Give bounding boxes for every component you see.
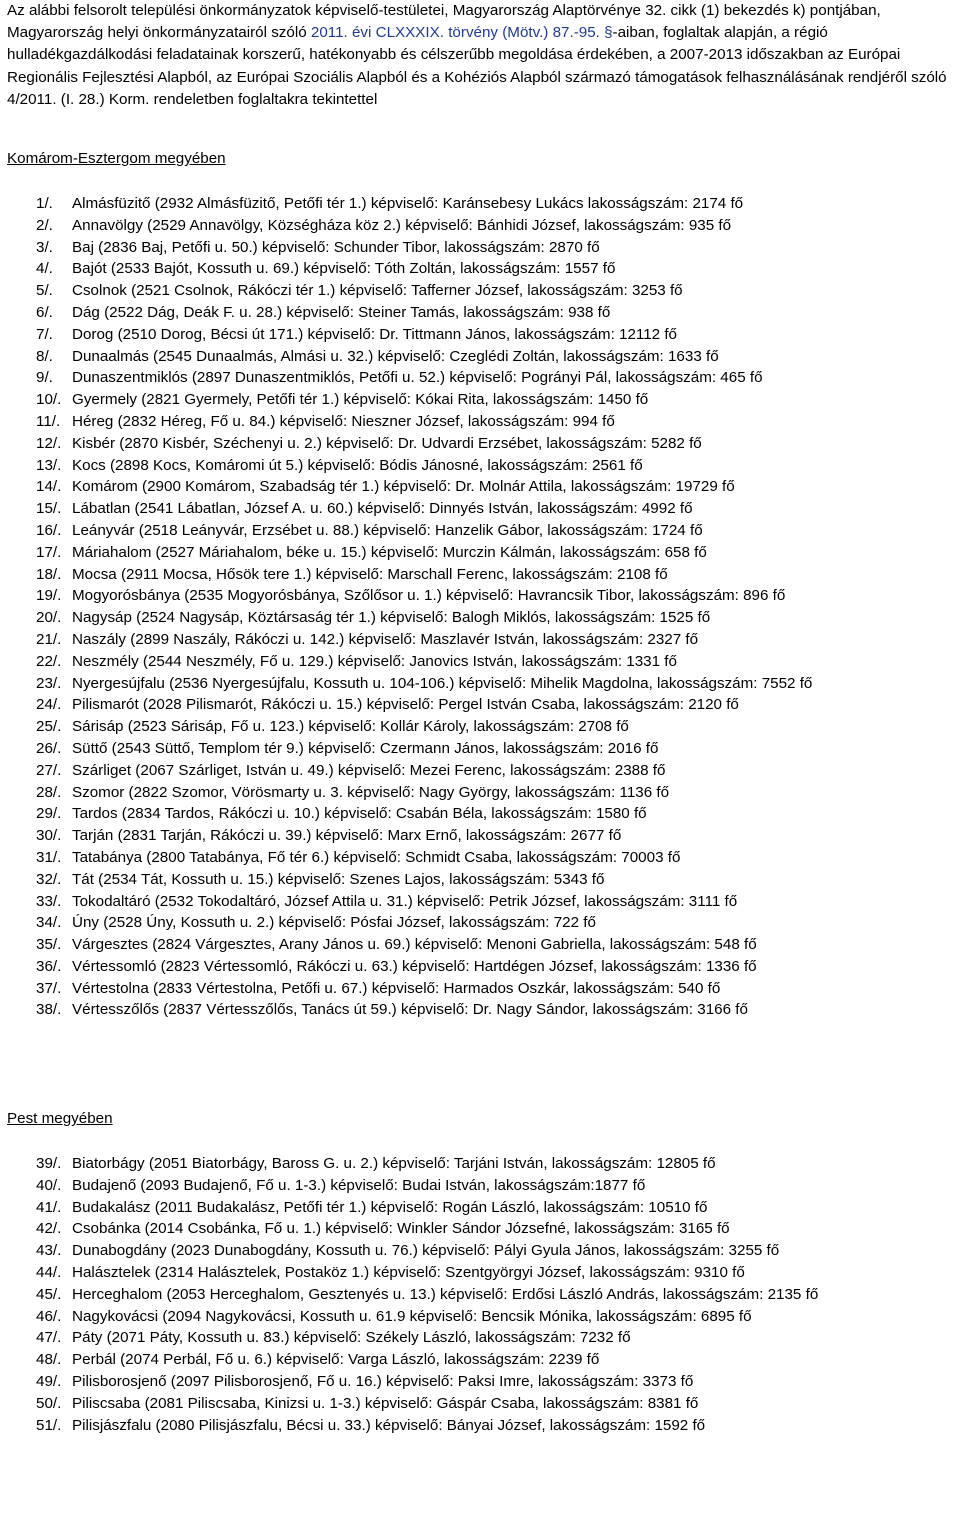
item-number: 49/. <box>36 1372 62 1390</box>
item-number: 44/. <box>36 1263 62 1281</box>
list-item <box>36 1415 956 1437</box>
item-number: 51/. <box>36 1416 62 1434</box>
item-text: Budakalász (2011 Budakalász, Petőfi tér 1.) képviselő: Rogán László, lakosságszám: 10510 fő <box>72 1198 708 1216</box>
list-item <box>36 934 956 956</box>
item-text: Neszmély (2544 Neszmély, Fő u. 129.) képviselő: Janovics István, lakosságszám: 1331 fő <box>72 652 677 670</box>
section-heading-pest: Pest megyében <box>7 1110 113 1127</box>
item-number: 25/. <box>36 718 62 736</box>
list-item <box>36 280 956 302</box>
item-number: 38/. <box>36 1001 62 1019</box>
list-item <box>36 999 956 1021</box>
intro-paragraph <box>7 0 957 111</box>
item-number: 4/. <box>36 260 53 278</box>
item-text: Dunabogdány (2023 Dunabogdány, Kossuth u. 76.) képviselő: Pályi Gyula János, lakosságszám: 3255 fő <box>72 1242 780 1260</box>
municipality-list-pest <box>36 1153 956 1436</box>
list-item <box>36 825 956 847</box>
list-item <box>36 193 956 215</box>
item-number: 6/. <box>36 303 53 321</box>
item-text: Pilisborosjenő (2097 Pilisborosjenő, Fő u. 16.) képviselő: Paksi Imre, lakosságszám: 3373 fő <box>72 1372 694 1390</box>
item-number: 27/. <box>36 761 62 779</box>
item-number: 31/. <box>36 848 62 866</box>
item-text: Naszály (2899 Naszály, Rákóczi u. 142.) képviselő: Maszlavér István, lakosságszám: 2327 fő <box>72 630 699 648</box>
list-item <box>36 673 956 695</box>
item-number: 1/. <box>36 195 53 212</box>
list-item <box>36 1349 956 1371</box>
item-text: Halásztelek (2314 Halásztelek, Postaköz 1.) képviselő: Szentgyörgyi József, lakosságszám: 9310 fő <box>72 1263 745 1281</box>
list-item <box>36 411 956 433</box>
item-text: Nagykovácsi (2094 Nagykovácsi, Kossuth u. 61.9 képviselő: Bencsik Mónika, lakosságszám: 6895 fő <box>72 1307 752 1325</box>
item-number: 18/. <box>36 565 62 583</box>
item-text: Tatabánya (2800 Tatabánya, Fő tér 6.) képviselő: Schmidt Csaba, lakosságszám: 70003 fő <box>72 848 681 866</box>
municipality-list-komarom <box>36 193 956 1021</box>
list-item <box>36 1393 956 1415</box>
item-number: 22/. <box>36 652 62 670</box>
list-item <box>36 651 956 673</box>
item-number: 26/. <box>36 739 62 757</box>
item-number: 24/. <box>36 696 62 714</box>
item-text: Bajót (2533 Bajót, Kossuth u. 69.) képviselő: Tóth Zoltán, lakosságszám: 1557 fő <box>72 260 616 278</box>
item-text: Budajenő (2093 Budajenő, Fő u. 1-3.) képviselő: Budai István, lakosságszám:1877 fő <box>72 1176 646 1194</box>
item-text: Perbál (2074 Perbál, Fő u. 6.) képviselő: Varga László, lakosságszám: 2239 fő <box>72 1351 600 1369</box>
item-number: 19/. <box>36 587 62 605</box>
item-text: Nagysáp (2524 Nagysáp, Köztársaság tér 1.) képviselő: Balogh Miklós, lakosságszám: 1525 fő <box>72 609 711 627</box>
item-text: Dág (2522 Dág, Deák F. u. 28.) képviselő: Steiner Tamás, lakosságszám: 938 fő <box>72 303 611 321</box>
item-number: 13/. <box>36 456 62 474</box>
item-number: 11/. <box>36 412 61 430</box>
item-number: 20/. <box>36 609 62 627</box>
item-text: Kisbér (2870 Kisbér, Széchenyi u. 2.) képviselő: Dr. Udvardi Erzsébet, lakosságszám: 5282 fő <box>72 434 702 452</box>
list-item <box>36 302 956 324</box>
list-item <box>36 324 956 346</box>
item-number: 36/. <box>36 957 62 975</box>
item-number: 9/. <box>36 369 53 387</box>
item-text: Tokodaltáró (2532 Tokodaltáró, József Attila u. 31.) képviselő: Petrik József, lakosságszám: 3111 fő <box>72 892 738 910</box>
list-item <box>36 869 956 891</box>
item-text: Vértestolna (2833 Vértestolna, Petőfi u. 67.) képviselő: Harmados Oszkár, lakosságszám: 540 fő <box>72 979 721 997</box>
item-text: Tát (2534 Tát, Kossuth u. 15.) képviselő: Szenes Lajos, lakosságszám: 5343 fő <box>72 870 605 888</box>
item-number: 39/. <box>36 1155 62 1172</box>
item-number: 7/. <box>36 325 53 343</box>
list-item <box>36 847 956 869</box>
list-item <box>36 346 956 368</box>
item-text: Dunaszentmiklós (2897 Dunaszentmiklós, Petőfi u. 52.) képviselő: Pogrányi Pál, lakosságszám: 465 fő <box>72 369 763 387</box>
item-text: Annavölgy (2529 Annavölgy, Községháza köz 2.) képviselő: Bánhidi József, lakosságszám: 935 fő <box>72 216 732 234</box>
item-text: Lábatlan (2541 Lábatlan, József A. u. 60.) képviselő: Dinnyés István, lakosságszám: 4992 fő <box>72 500 693 518</box>
item-text: Szomor (2822 Szomor, Vörösmarty u. 3. képviselő: Nagy György, lakosságszám: 1136 fő <box>72 783 670 801</box>
item-text: Tardos (2834 Tardos, Rákóczi u. 10.) képviselő: Csabán Béla, lakosságszám: 1580 fő <box>72 805 647 823</box>
item-text: Kocs (2898 Kocs, Komáromi út 5.) képviselő: Bódis Jánosné, lakosságszám: 2561 fő <box>72 456 643 474</box>
section-heading-komarom: Komárom-Esztergom megyében <box>7 150 226 167</box>
item-number: 42/. <box>36 1220 62 1238</box>
list-item <box>36 215 956 237</box>
item-number: 10/. <box>36 391 62 409</box>
item-number: 21/. <box>36 630 62 648</box>
list-item <box>36 1153 956 1175</box>
item-number: 50/. <box>36 1394 62 1412</box>
item-text: Páty (2071 Páty, Kossuth u. 83.) képviselő: Székely László, lakosságszám: 7232 fő <box>72 1329 631 1347</box>
item-text: Úny (2528 Úny, Kossuth u. 2.) képviselő: Pósfai József, lakosságszám: 722 fő <box>72 914 596 932</box>
item-text: Vértessomló (2823 Vértessomló, Rákóczi u. 63.) képviselő: Hartdégen József, lakosságszám: 1336 fő <box>72 957 757 975</box>
item-number: 30/. <box>36 827 62 845</box>
item-number: 35/. <box>36 936 62 954</box>
item-text: Dorog (2510 Dorog, Bécsi út 171.) képviselő: Dr. Tittmann János, lakosságszám: 12112 fő <box>72 325 677 343</box>
item-number: 32/. <box>36 870 62 888</box>
item-text: Baj (2836 Baj, Petőfi u. 50.) képviselő: Schunder Tibor, lakosságszám: 2870 fő <box>72 238 600 256</box>
list-item <box>36 476 956 498</box>
item-text: Almásfüzitő (2932 Almásfüzitő, Petőfi tér 1.) képviselő: Karánsebesy Lukács lakosságszám: 2174 fő <box>72 195 744 212</box>
list-item <box>36 258 956 280</box>
item-number: 23/. <box>36 674 62 692</box>
item-number: 47/. <box>36 1329 62 1347</box>
item-number: 17/. <box>36 543 62 561</box>
list-item <box>36 237 956 259</box>
item-number: 16/. <box>36 521 62 539</box>
item-text: Pilismarót (2028 Pilismarót, Rákóczi u. 15.) képviselő: Pergel István Csaba, lakosságszám: 2120 fő <box>72 696 739 714</box>
item-number: 14/. <box>36 478 62 496</box>
item-number: 48/. <box>36 1351 62 1369</box>
intro-text-end: -aiban, foglaltak alapján, a régió hulladékgazdálkodási feladatainak korszerű, hatékonyabb és célszerűbb megoldása érdekében, a 2007-2013 időszakban az Európai Regionális Fejlesztési Alapból, az Európai Szociális Alapból és a Kohéziós Alapból származó támogatások felhasználásának rendjéről szóló 4/2011. (I. 28.) Korm. rendeletben foglaltakra tekintettel <box>7 24 947 108</box>
list-item <box>36 912 956 934</box>
item-text: Csobánka (2014 Csobánka, Fő u. 1.) képviselő: Winkler Sándor Józsefné, lakosságszám: 3165 fő <box>72 1220 730 1238</box>
item-number: 34/. <box>36 914 62 932</box>
item-text: Héreg (2832 Héreg, Fő u. 84.) képviselő: Nieszner József, lakosságszám: 994 fő <box>72 412 615 430</box>
list-item <box>36 1218 956 1240</box>
item-text: Mocsa (2911 Mocsa, Hősök tere 1.) képviselő: Marschall Ferenc, lakosságszám: 2108 fő <box>72 565 668 583</box>
item-number: 46/. <box>36 1307 62 1325</box>
item-number: 15/. <box>36 500 62 518</box>
item-text: Gyermely (2821 Gyermely, Petőfi tér 1.) képviselő: Kókai Rita, lakosságszám: 1450 fő <box>72 391 649 409</box>
list-item <box>36 498 956 520</box>
list-item <box>36 1175 956 1197</box>
list-item <box>36 782 956 804</box>
list-item <box>36 542 956 564</box>
item-text: Leányvár (2518 Leányvár, Erzsébet u. 88.) képviselő: Hanzelik Gábor, lakosságszám: 1724 fő <box>72 521 703 539</box>
list-item <box>36 716 956 738</box>
item-text: Komárom (2900 Komárom, Szabadság tér 1.) képviselő: Dr. Molnár Attila, lakosságszám: 19729 fő <box>72 478 735 496</box>
item-text: Mogyorósbánya (2535 Mogyorósbánya, Szőlősor u. 1.) képviselő: Havrancsik Tibor, lakosságszám: 896 fő <box>72 587 786 605</box>
intro-text-start: Az alábbi felsorolt települési önkormányzatok képviselő-testületei, Magyarország Alaptörvénye 32. cikk (1) bekezdés k) pontjában, Magyarország helyi önkormányzatairól szóló <box>7 2 881 42</box>
item-number: 2/. <box>36 216 53 234</box>
item-number: 41/. <box>36 1198 62 1216</box>
list-item <box>36 433 956 455</box>
list-item <box>36 1327 956 1349</box>
item-number: 28/. <box>36 783 62 801</box>
item-number: 40/. <box>36 1176 62 1194</box>
item-text: Dunaalmás (2545 Dunaalmás, Almási u. 32.) képviselő: Czeglédi Zoltán, lakosságszám: 1633 fő <box>72 347 719 365</box>
list-item <box>36 389 956 411</box>
list-item <box>36 738 956 760</box>
item-text: Piliscsaba (2081 Piliscsaba, Kinizsi u. 1-3.) képviselő: Gáspár Csaba, lakosságszám: 8381 fő <box>72 1394 699 1412</box>
list-item <box>36 564 956 586</box>
list-item <box>36 978 956 1000</box>
item-number: 45/. <box>36 1285 62 1303</box>
list-item <box>36 585 956 607</box>
item-text: Sárisáp (2523 Sárisáp, Fő u. 123.) képviselő: Kollár Károly, lakosságszám: 2708 fő <box>72 718 629 736</box>
item-number: 5/. <box>36 282 53 300</box>
list-item <box>36 803 956 825</box>
item-text: Máriahalom (2527 Máriahalom, béke u. 15.) képviselő: Murczin Kálmán, lakosságszám: 658 fő <box>72 543 707 561</box>
list-item <box>36 1371 956 1393</box>
list-item <box>36 891 956 913</box>
item-number: 33/. <box>36 892 62 910</box>
item-number: 8/. <box>36 347 53 365</box>
item-text: Szárliget (2067 Szárliget, István u. 49.) képviselő: Mezei Ferenc, lakosságszám: 2388 fő <box>72 761 666 779</box>
item-number: 29/. <box>36 805 62 823</box>
list-item <box>36 367 956 389</box>
item-text: Süttő (2543 Süttő, Templom tér 9.) képviselő: Czermann János, lakosságszám: 2016 fő <box>72 739 659 757</box>
item-text: Biatorbágy (2051 Biatorbágy, Baross G. u. 2.) képviselő: Tarjáni István, lakosságszám: 12805 fő <box>72 1155 716 1172</box>
item-text: Csolnok (2521 Csolnok, Rákóczi tér 1.) képviselő: Tafferner József, lakosságszám: 3253 fő <box>72 282 683 300</box>
item-text: Várgesztes (2824 Várgesztes, Arany János u. 69.) képviselő: Menoni Gabriella, lakosságszám: 548 fő <box>72 936 757 954</box>
list-item <box>36 455 956 477</box>
item-number: 37/. <box>36 979 62 997</box>
item-number: 12/. <box>36 434 62 452</box>
list-item <box>36 760 956 782</box>
list-item <box>36 607 956 629</box>
item-text: Vértesszőlős (2837 Vértesszőlős, Tanács út 59.) képviselő: Dr. Nagy Sándor, lakosságszám: 3166 fő <box>72 1001 748 1019</box>
item-text: Pilisjászfalu (2080 Pilisjászfalu, Bécsi u. 33.) képviselő: Bányai József, lakosságszám: 1592 fő <box>72 1416 706 1434</box>
list-item <box>36 520 956 542</box>
item-text: Tarján (2831 Tarján, Rákóczi u. 39.) képviselő: Marx Ernő, lakosságszám: 2677 fő <box>72 827 622 845</box>
item-number: 3/. <box>36 238 53 256</box>
list-item <box>36 1306 956 1328</box>
list-item <box>36 629 956 651</box>
item-text: Nyergesújfalu (2536 Nyergesújfalu, Kossuth u. 104-106.) képviselő: Mihelik Magdolna, lakosságszám: 7552 fő <box>72 674 813 692</box>
list-item <box>36 1197 956 1219</box>
list-item <box>36 956 956 978</box>
list-item <box>36 1284 956 1306</box>
item-text: Herceghalom (2053 Herceghalom, Gesztenyés u. 13.) képviselő: Erdősi László András, lakosságszám: 2135 fő <box>72 1285 819 1303</box>
list-item <box>36 1240 956 1262</box>
list-item <box>36 1262 956 1284</box>
law-reference-link[interactable]: 2011. évi CLXXXIX. törvény (Mötv.) 87.-95. § <box>310 24 613 42</box>
list-item <box>36 694 956 716</box>
item-number: 43/. <box>36 1242 62 1260</box>
